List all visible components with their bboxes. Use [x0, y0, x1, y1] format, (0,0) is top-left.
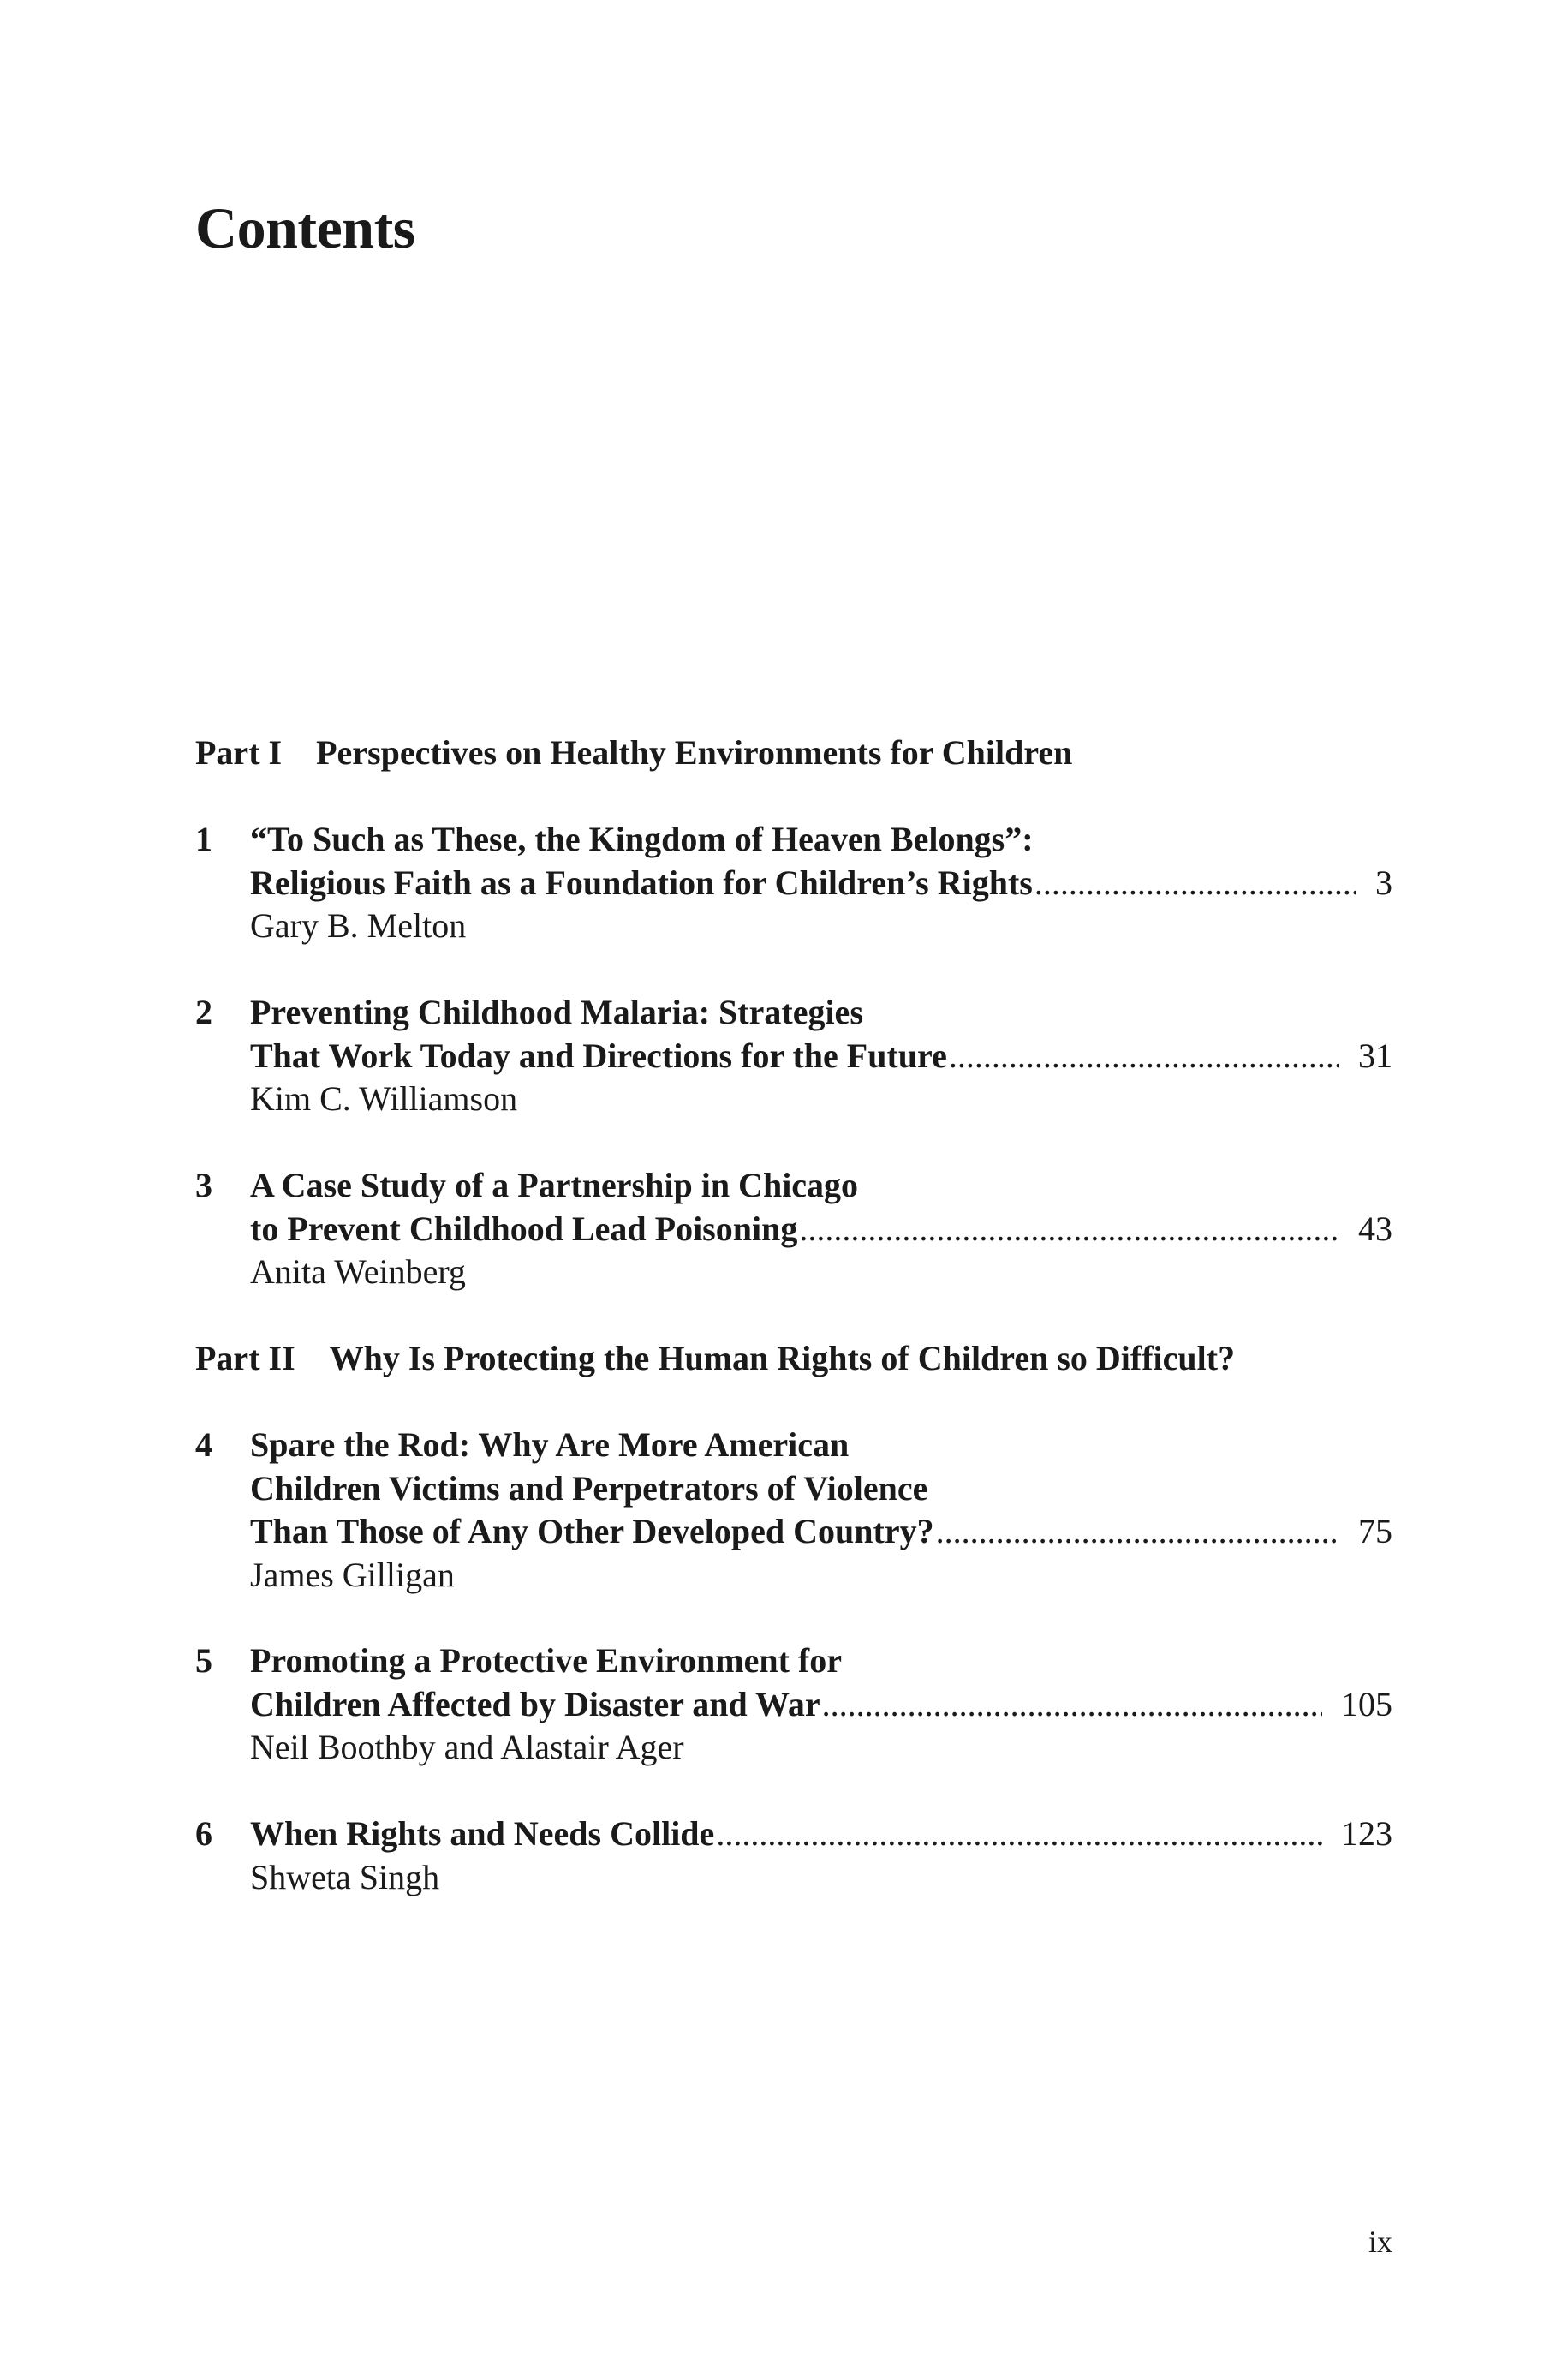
chapter-title-line: That Work Today and Directions for the Future: [250, 1036, 947, 1075]
chapter-page-number: 3: [1375, 863, 1392, 902]
chapter-number: 4: [195, 1425, 212, 1464]
chapter-title-line: to Prevent Childhood Lead Poisoning: [250, 1209, 798, 1248]
chapter-title-line: A Case Study of a Partnership in Chicago: [250, 1166, 859, 1204]
chapter-number: 3: [195, 1166, 212, 1204]
part-label: Part II: [195, 1339, 295, 1377]
chapter-number: 2: [195, 993, 212, 1031]
chapter-title-line: Promoting a Protective Environment for: [250, 1641, 842, 1680]
chapter-title-line: Children Affected by Disaster and War: [250, 1684, 820, 1723]
chapter-title-line: When Rights and Needs Collide: [250, 1814, 715, 1853]
chapter-title-line: Preventing Childhood Malaria: Strategies: [250, 993, 863, 1031]
chapter-author: Gary B. Melton: [250, 906, 467, 945]
chapter-author: Kim C. Williamson: [250, 1079, 518, 1118]
chapter-page-number: 123: [1341, 1814, 1392, 1853]
chapter-entry-2[interactable]: [195, 991, 1392, 1121]
dot-leader: [716, 1813, 1322, 1856]
chapter-title-line: Religious Faith as a Foundation for Children’s Rights: [250, 863, 1033, 902]
chapter-entry-4[interactable]: [195, 1424, 1392, 1597]
chapter-author: James Gilligan: [250, 1555, 455, 1594]
chapter-title-line: “To Such as These, the Kingdom of Heaven Belongs”:: [250, 820, 1034, 858]
part-heading-1: [195, 732, 1072, 774]
dot-leader: [799, 1208, 1339, 1251]
chapter-number: 1: [195, 820, 212, 858]
chapter-entry-6[interactable]: [195, 1813, 1392, 1899]
chapter-title-line: Spare the Rod: Why Are More American: [250, 1425, 850, 1464]
dot-leader: [949, 1035, 1339, 1078]
chapter-number: 6: [195, 1814, 212, 1853]
part-title: Why Is Protecting the Human Rights of Children so Difficult?: [329, 1339, 1236, 1377]
chapter-page-number: 75: [1358, 1512, 1392, 1550]
chapter-entry-5[interactable]: [195, 1639, 1392, 1770]
chapter-entry-3[interactable]: [195, 1164, 1392, 1294]
chapter-title-line: Than Those of Any Other Developed Country?: [250, 1512, 934, 1550]
dot-leader: [1034, 862, 1356, 905]
chapter-author: Shweta Singh: [250, 1857, 440, 1896]
chapter-page-number: 31: [1358, 1036, 1392, 1075]
part-title: Perspectives on Healthy Environments for Children: [316, 733, 1073, 772]
dot-leader: [936, 1510, 1339, 1554]
dot-leader: [822, 1683, 1322, 1727]
chapter-entry-1[interactable]: [195, 818, 1392, 948]
chapter-page-number: 105: [1341, 1684, 1392, 1723]
part-heading-2: [195, 1337, 1235, 1380]
chapter-author: Neil Boothby and Alastair Ager: [250, 1728, 684, 1766]
chapter-author: Anita Weinberg: [250, 1252, 466, 1291]
page-folio: ix: [1368, 2225, 1392, 2259]
page-title: Contents: [195, 195, 415, 260]
part-label: Part I: [195, 733, 283, 772]
chapter-number: 5: [195, 1641, 212, 1680]
chapter-title-line: Children Victims and Perpetrators of Violence: [250, 1468, 928, 1508]
chapter-page-number: 43: [1358, 1209, 1392, 1248]
